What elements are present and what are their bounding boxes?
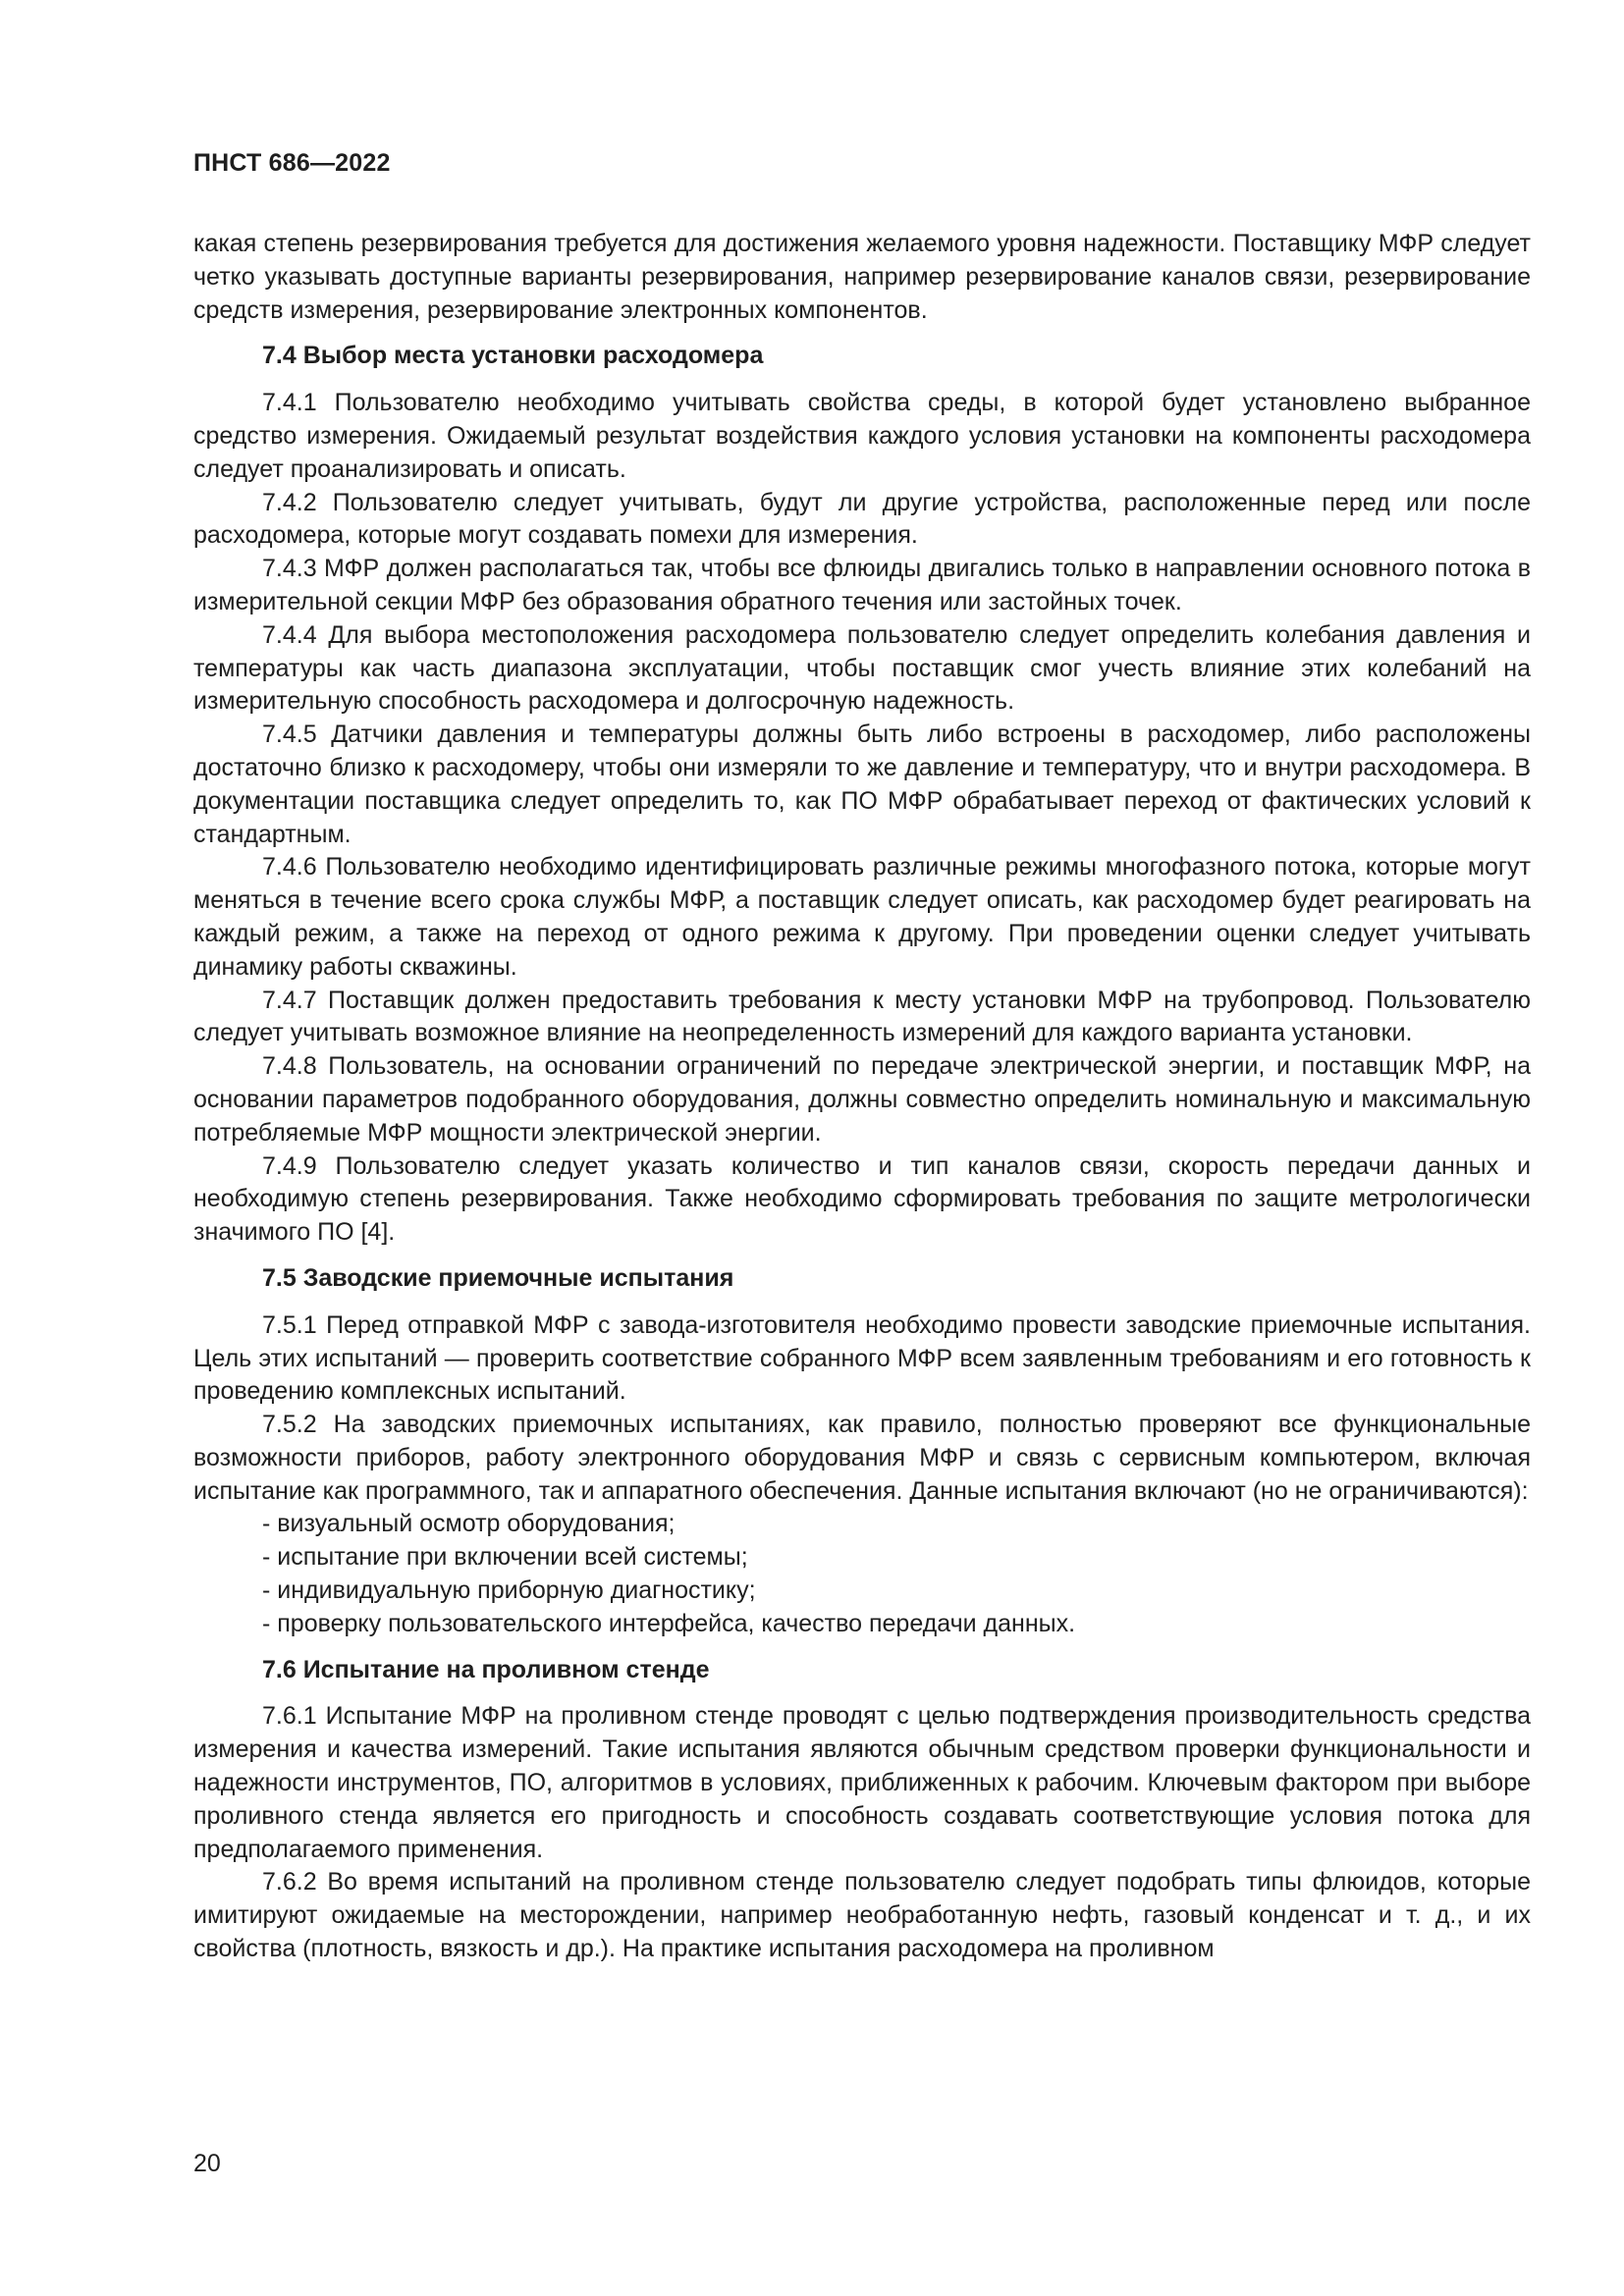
list-item: - индивидуальную приборную диагностику; <box>262 1576 756 1605</box>
paragraph-7-6-1: 7.6.1 Испытание МФР на проливном стенде проводят с целью подтверждения производительность средства измерения и качества измерений. Такие испытания являются обычным средством проверки функциональности и надежности инструментов, ПО, алгоритмов в условиях, приближенных к рабочим. Ключевым фактором при выборе проливного стенда является его пригодность и способность создавать соответствующие условия потока для предполагаемого применения. <box>193 1702 1531 1863</box>
paragraph-7-4-8: 7.4.8 Пользователь, на основании ограничений по передаче электрической энергии, и поставщик МФР, на основании параметров подобранного оборудования, должны совместно определить номинальную и максимальную потребляемые МФР мощности электрической энергии. <box>193 1052 1531 1147</box>
document-body <box>193 228 1531 1966</box>
list-item: - испытание при включении всей системы; <box>262 1543 748 1572</box>
section-7-4-heading: 7.4 Выбор места установки расходомера <box>262 342 764 370</box>
paragraph-7-6-2: 7.6.2 Во время испытаний на проливном стенде пользователю следует подобрать типы флюидов, которые имитируют ожидаемые на месторождении, например необработанную нефть, газовый конденсат и т. д., и их свойства (плотность, вязкость и др.). На практике испытания расходомера на проливном <box>193 1868 1531 1963</box>
paragraph-7-4-1: 7.4.1 Пользователю необходимо учитывать свойства среды, в которой будет установлено выбранное средство измерения. Ожидаемый результат воздействия каждого условия установки на компоненты расходомера следует проанализировать и описать. <box>193 389 1531 483</box>
page-number: 20 <box>193 2150 221 2177</box>
document-id-header: ПНСТ 686—2022 <box>193 149 391 177</box>
list-item: - визуальный осмотр оборудования; <box>262 1510 676 1538</box>
section-7-5-heading: 7.5 Заводские приемочные испытания <box>262 1263 734 1292</box>
paragraph-7-4-3: 7.4.3 МФР должен располагаться так, чтобы все флюиды двигались только в направлении основного потока в измерительной секции МФР без образования обратного течения или застойных точек. <box>193 555 1531 615</box>
paragraph-7-4-6: 7.4.6 Пользователю необходимо идентифицировать различные режимы многофазного потока, которые могут меняться в течение всего срока службы МФР, а поставщик следует описать, как расходомер будет реагировать на каждый режим, а также на переход от одного режима к другому. При проведении оценки следует учитывать динамику работы скважины. <box>193 853 1531 981</box>
paragraph-7-4-4: 7.4.4 Для выбора местоположения расходомера пользователю следует определить колебания давления и температуры как часть диапазона эксплуатации, чтобы поставщик смог учесть влияние этих колебаний на измерительную способность расходомера и долгосрочную надежность. <box>193 620 1531 716</box>
list-item: - проверку пользовательского интерфейса, качество передачи данных. <box>262 1609 1076 1637</box>
paragraph-7-4-5: 7.4.5 Датчики давления и температуры должны быть либо встроены в расходомер, либо расположены достаточно близко к расходомеру, чтобы они измеряли то же давление и температуру, что и внутри расходомера. В документации поставщика следует определить то, как ПО МФР обрабатывает переход от фактических условий к стандартным. <box>193 721 1531 848</box>
paragraph-7-5-2: 7.5.2 На заводских приемочных испытаниях, как правило, полностью проверяют все функциональные возможности приборов, работу электронного оборудования МФР и связь с сервисным компьютером, включая испытание как программного, так и аппаратного обеспечения. Данные испытания включают (но не ограничиваются): <box>193 1411 1531 1505</box>
test-list <box>193 1508 1531 1640</box>
paragraph-7-4-2: 7.4.2 Пользователю следует учитывать, будут ли другие устройства, расположенные перед или после расходомера, которые могут создавать помехи для измерения. <box>193 488 1531 550</box>
section-7-6-heading: 7.6 Испытание на проливном стенде <box>262 1655 710 1683</box>
paragraph-7-5-1: 7.5.1 Перед отправкой МФР с завода-изготовителя необходимо провести заводские приемочные испытания. Цель этих испытаний — проверить соответствие собранного МФР всем заявленным требованиям и его готовность к проведению комплексных испытаний. <box>193 1310 1531 1406</box>
paragraph-7-4-9: 7.4.9 Пользователю следует указать количество и тип каналов связи, скорость передачи данных и необходимую степень резервирования. Также необходимо сформировать требования по защите метрологически значимого ПО [4]. <box>193 1151 1531 1247</box>
paragraph-7-4-7: 7.4.7 Поставщик должен предоставить требования к месту установки МФР на трубопровод. Пользователю следует учитывать возможное влияние на неопределенность измерений для каждого варианта установки. <box>193 986 1531 1047</box>
intro-paragraph: какая степень резервирования требуется для достижения желаемого уровня надежности. Поставщику МФР следует четко указывать доступные варианты резервирования, например резервирование каналов связи, резервирование средств измерения, резервирование электронных компонентов. <box>193 230 1531 324</box>
